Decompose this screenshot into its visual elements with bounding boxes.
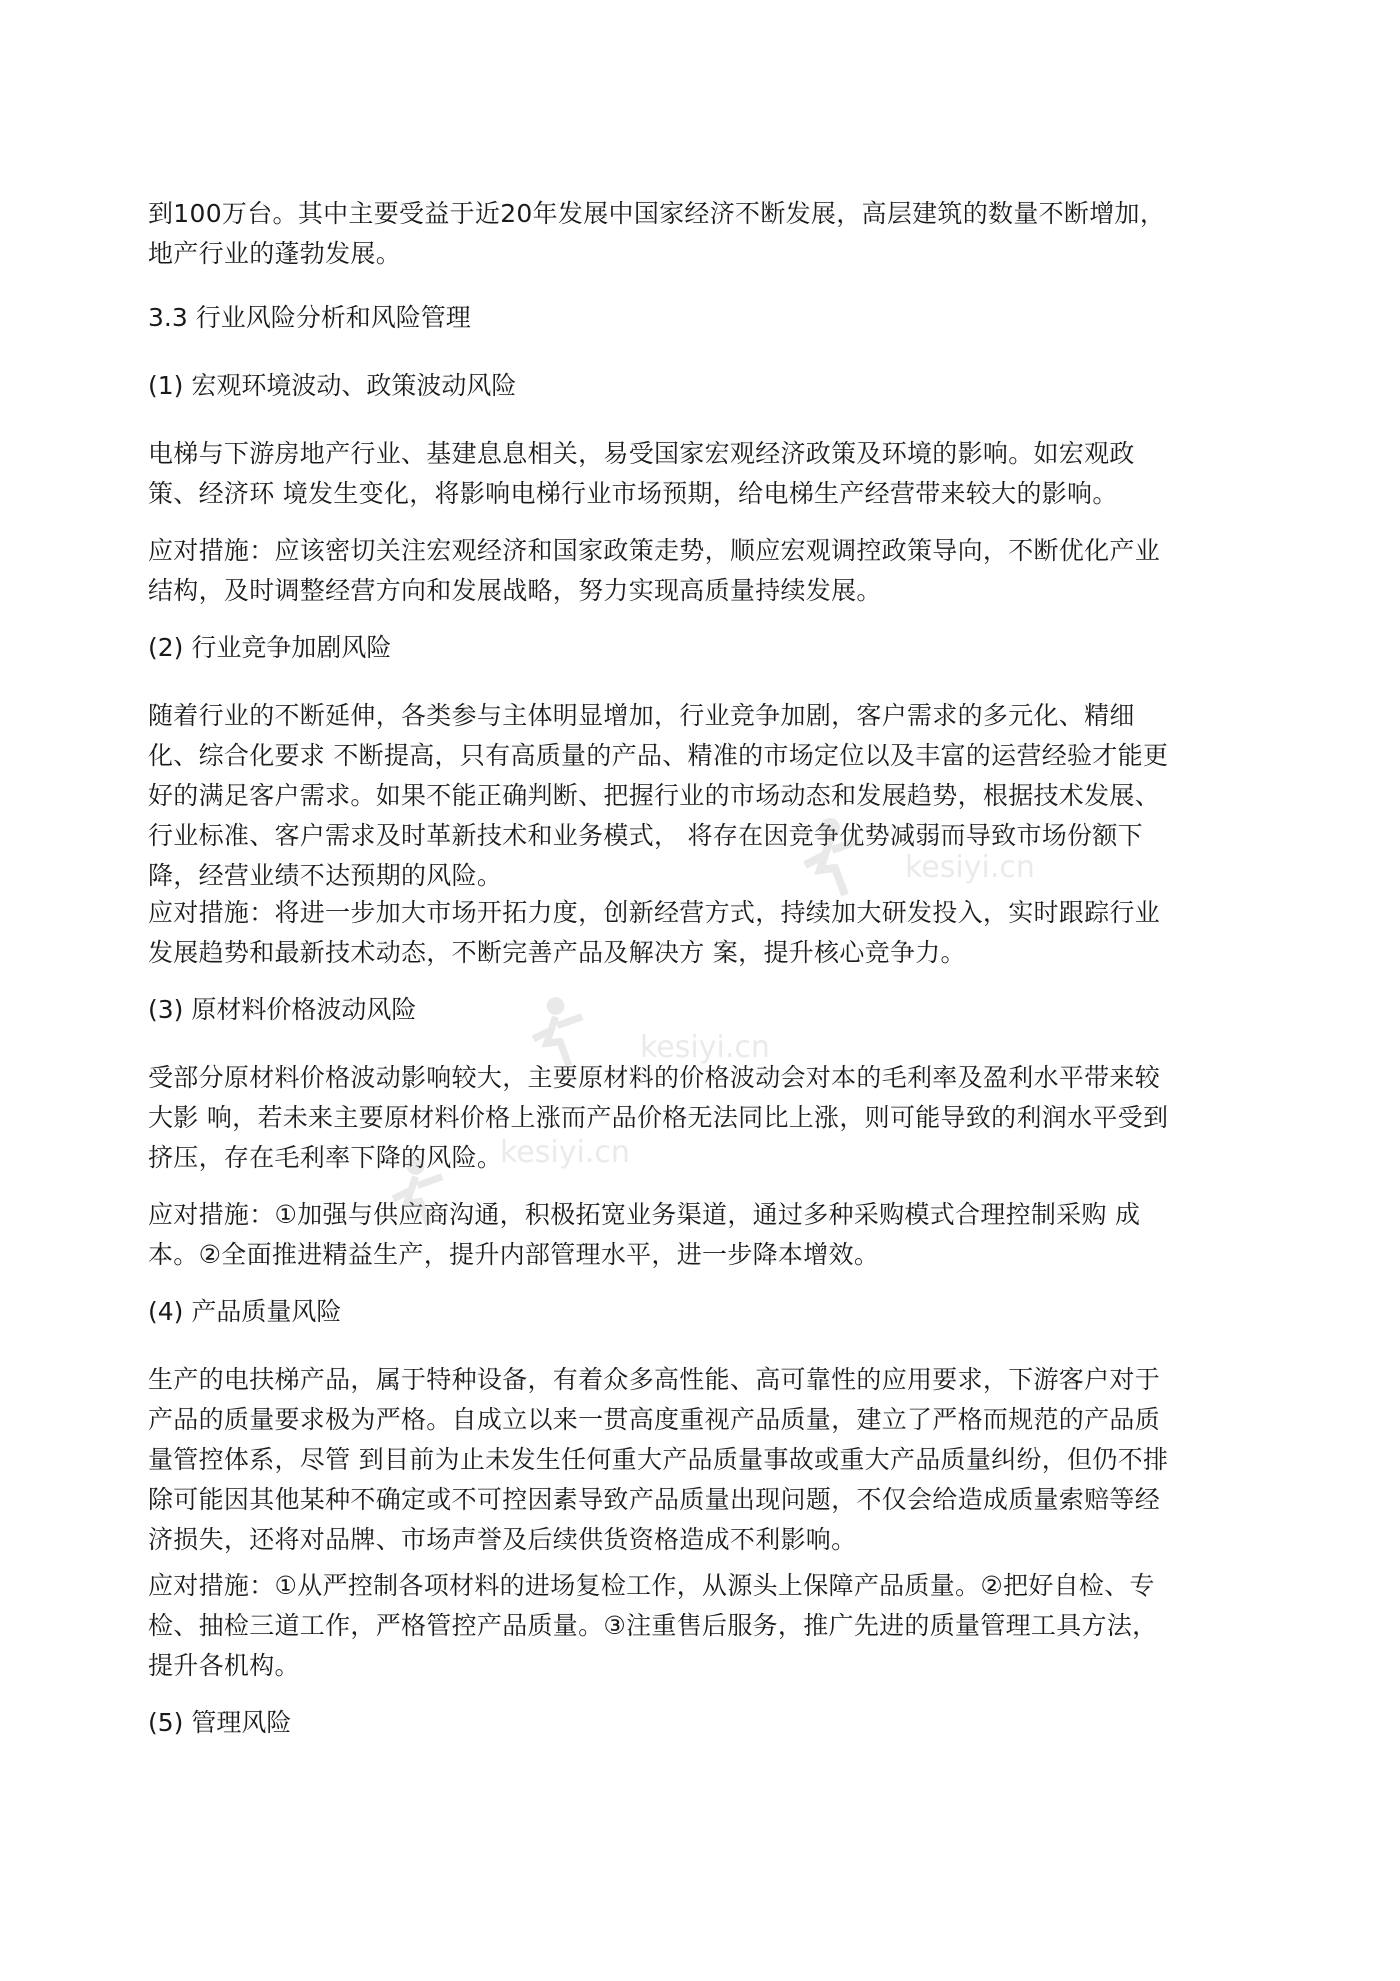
- watermark-text: kesiyi.cn: [500, 1135, 630, 1170]
- text-line: 检、抽检三道工作，严格管控产品质量。③注重售后服务，推广先进的质量管理工具方法，: [148, 1611, 1158, 1640]
- text-line: 地产行业的蓬勃发展。: [148, 239, 402, 268]
- subheading-quality-risk: (4) 产品质量风险: [148, 1297, 342, 1326]
- subheading-macro-risk: (1) 宏观环境波动、政策波动风险: [148, 371, 517, 400]
- text-line: 电梯与下游房地产行业、基建息息相关，易受国家宏观经济政策及环境的影响。如宏观政: [148, 439, 1135, 468]
- paragraph-quality-risk: [148, 1360, 1268, 1560]
- subheading-competition-risk: (2) 行业竞争加剧风险: [148, 633, 392, 662]
- text-line: 结构，及时调整经营方向和发展战略，努力实现高质量持续发展。: [148, 576, 882, 605]
- text-line: 提升各机构。: [148, 1651, 300, 1680]
- text-line: 化、综合化要求 不断提高，只有高质量的产品、精准的市场定位以及丰富的运营经验才能更: [148, 741, 1169, 770]
- text-line: 随着行业的不断延伸，各类参与主体明显增加，行业竞争加剧，客户需求的多元化、精细: [148, 701, 1135, 730]
- paragraph-competition-risk: [148, 696, 1268, 896]
- text-line: 挤压，存在毛利率下降的风险。: [148, 1143, 503, 1172]
- paragraph-competition-measures: [148, 893, 1268, 973]
- text-line: 到100万台。其中主要受益于近20年发展中国家经济不断发展，高层建筑的数量不断增加，: [148, 199, 1166, 228]
- intro-paragraph: [148, 194, 1268, 274]
- section-heading-3-3: 3.3 行业风险分析和风险管理: [148, 303, 471, 332]
- text-line: 除可能因其他某种不确定或不可控因素导致产品质量出现问题，不仅会给造成质量索赔等经: [148, 1485, 1161, 1514]
- text-line: 量管控体系，尽管 到目前为止未发生任何重大产品质量事故或重大产品质量纠纷，但仍不排: [148, 1445, 1169, 1474]
- text-line: 应对措施：①从严控制各项材料的进场复检工作，从源头上保障产品质量。②把好自检、专: [148, 1571, 1155, 1600]
- watermark-text: kesiyi.cn: [640, 1030, 770, 1065]
- text-line: 生产的电扶梯产品，属于特种设备，有着众多高性能、高可靠性的应用要求，下游客户对于: [148, 1365, 1161, 1394]
- text-line: 降，经营业绩不达预期的风险。: [148, 861, 503, 890]
- text-line: 产品的质量要求极为严格。自成立以来一贯高度重视产品质量，建立了严格而规范的产品质: [148, 1405, 1161, 1434]
- text-line: 应对措施：①加强与供应商沟通，积极拓宽业务渠道，通过多种采购模式合理控制采购 成: [148, 1200, 1141, 1229]
- text-line: 发展趋势和最新技术动态，不断完善产品及解决方 案，提升核心竞争力。: [148, 938, 966, 967]
- paragraph-macro-risk: [148, 434, 1268, 514]
- paragraph-material-measures: [148, 1195, 1268, 1275]
- text-line: 本。②全面推进精益生产，提升内部管理水平，进一步降本增效。: [148, 1240, 880, 1269]
- text-line: 应对措施：应该密切关注宏观经济和国家政策走势，顺应宏观调控政策导向，不断优化产业: [148, 536, 1161, 565]
- text-line: 济损失，还将对品牌、市场声誉及后续供货资格造成不利影响。: [148, 1525, 857, 1554]
- text-line: 好的满足客户需求。如果不能正确判断、把握行业的市场动态和发展趋势，根据技术发展、: [148, 781, 1161, 810]
- text-line: 策、经济环 境发生变化，将影响电梯行业市场预期，给电梯生产经营带来较大的影响。: [148, 479, 1118, 508]
- text-line: 大影 响，若未来主要原材料价格上涨而产品价格无法同比上涨，则可能导致的利润水平受到: [148, 1103, 1169, 1132]
- paragraph-macro-measures: [148, 531, 1268, 611]
- text-line: 行业标准、客户需求及时革新技术和业务模式， 将存在因竞争优势减弱而导致市场份额下: [148, 821, 1143, 850]
- subheading-management-risk: (5) 管理风险: [148, 1708, 292, 1737]
- paragraph-quality-measures: [148, 1566, 1268, 1686]
- text-line: 受部分原材料价格波动影响较大，主要原材料的价格波动会对本的毛利率及盈利水平带来较: [148, 1063, 1161, 1092]
- paragraph-material-risk: [148, 1058, 1268, 1178]
- subheading-material-risk: (3) 原材料价格波动风险: [148, 995, 417, 1024]
- text-line: 应对措施：将进一步加大市场开拓力度，创新经营方式，持续加大研发投入，实时跟踪行业: [148, 898, 1161, 927]
- watermark-text: kesiyi.cn: [905, 850, 1035, 885]
